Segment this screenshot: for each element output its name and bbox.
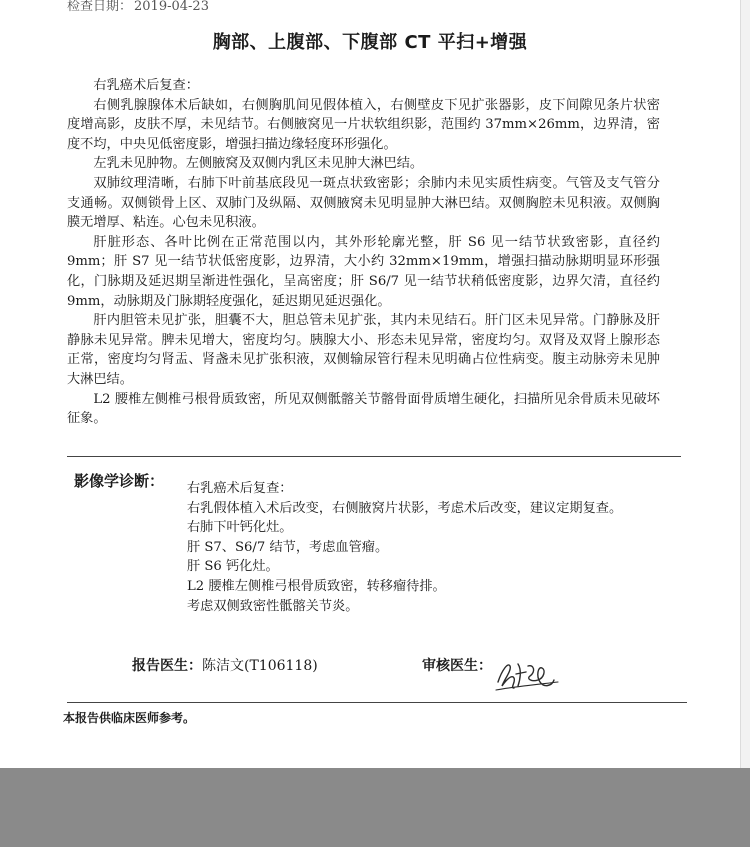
report-title: 胸部、上腹部、下腹部 CT 平扫+增强 <box>212 32 528 53</box>
diagnosis-line: 肝 S6 钙化灶。 <box>187 559 279 575</box>
report-doctor-label: 报告医生： <box>132 658 202 674</box>
exam-date-value: 2019-04-23 <box>134 0 209 14</box>
viewer-background <box>0 768 750 847</box>
diagnosis-line: 肝 S7、S6/7 结节，考虑血管瘤。 <box>187 539 389 555</box>
findings-paragraph: 右乳癌术后复查： <box>93 78 199 93</box>
review-doctor-label: 审核医生： <box>422 658 492 674</box>
footer-note: 本报告供临床医师参考。 <box>63 711 196 725</box>
findings-paragraph: 右侧乳腺腺体术后缺如，右侧胸肌间见假体植入，右侧壁皮下见扩张器影，皮下间隙见条片状密度增高影，皮肤不厚，未见结节。右侧腋窝见一片状软组织影，范围约 37mm×26mm，边界清，密度不均，中央见低密度影，增强扫描边缘轻度环形强化。 <box>67 97 660 152</box>
report-doctor-name: 陈洁文(T106118) <box>202 658 318 674</box>
diagnosis-line: 右肺下叶钙化灶。 <box>187 520 293 536</box>
findings-section <box>67 76 660 429</box>
section-divider <box>67 456 681 457</box>
footer-divider <box>67 702 687 703</box>
diagnosis-line: 考虑双侧致密性骶髂关节炎。 <box>187 598 359 614</box>
review-doctor <box>422 655 492 675</box>
exam-date <box>67 0 209 14</box>
report-doctor <box>132 655 318 675</box>
exam-date-label: 检查日期： <box>67 0 133 14</box>
scrollbar-track[interactable] <box>740 0 750 768</box>
diagnosis-line: L2 腰椎左侧椎弓根骨质致密，转移瘤待排。 <box>187 578 446 594</box>
findings-paragraph: 肝内胆管未见扩张，胆囊不大，胆总管未见扩张，其内未见结石。肝门区未见异常。门静脉及肝静脉未见异常。脾未见增大，密度均匀。胰腺大小、形态未见异常，密度均匀。双肾及双肾上腺形态正常，密度均匀肾盂、肾盏未见扩张积液，双侧输尿管行程未见明确占位性病变。腹主动脉旁未见肿大淋巴结。 <box>67 313 660 387</box>
diagnosis-section <box>187 479 697 616</box>
diagnosis-label: 影像学诊断： <box>74 472 165 490</box>
findings-paragraph: 左乳未见肿物。左侧腋窝及双侧内乳区未见肿大淋巴结。 <box>93 156 424 172</box>
findings-paragraph: 双肺纹理清晰，右肺下叶前基底段见一斑点状致密影；余肺内未见实质性病变。气管及支气管分支通畅。双侧锁骨上区、双肺门及纵隔、双侧腋窝未见明显肿大淋巴结。双侧胸腔未见积液。双侧胸膜无增厚、粘连。心包未见积液。 <box>67 175 660 231</box>
diagnosis-line: 右乳癌术后复查： <box>187 481 293 496</box>
handwritten-signature <box>492 652 564 694</box>
findings-paragraph: 肝脏形态、各叶比例在正常范围以内，其外形轮廓光整，肝 S6 见一结节状致密影，直径约 9mm；肝 S7 见一结节状低密度影，边界清，大小约 32mm×19mm，增强扫描动脉期明显环形强化，门脉期及延迟期呈渐进性强化，呈高密度；肝 S6/7 见一结节状稍低密度影，边界欠清，直径约 9mm，动脉期及门脉期轻度强化，延迟期见延迟强化。 <box>67 234 660 309</box>
findings-paragraph: L2 腰椎左侧椎弓根骨质致密，所见双侧骶髂关节髂骨面骨质增生硬化，扫描所见余骨质未见破坏征象。 <box>67 391 660 427</box>
diagnosis-line: 右乳假体植入术后改变，右侧腋窝片状影，考虑术后改变，建议定期复查。 <box>187 500 623 516</box>
